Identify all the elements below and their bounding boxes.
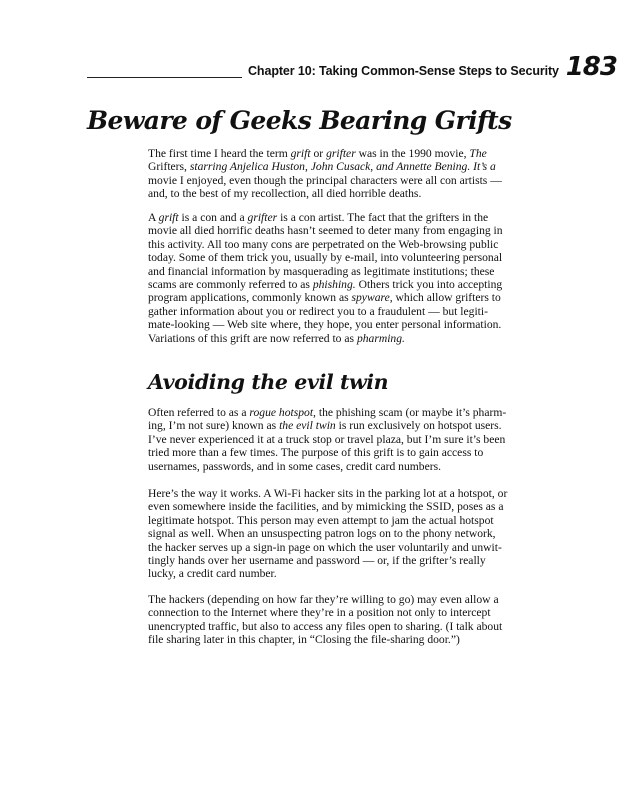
text-line	[148, 160, 558, 173]
section-heading: Beware of Geeks Bearing Grifts	[87, 106, 512, 135]
text-line	[148, 514, 558, 527]
text-run: scams are commonly referred to as	[148, 278, 313, 292]
text-run: even somewhere inside the facilities, and by mimicking the SSID, poses as a	[148, 500, 504, 514]
text-run: Grifters,	[148, 160, 187, 174]
text-line	[148, 224, 558, 237]
text-line	[148, 567, 558, 580]
text-line	[148, 606, 558, 619]
text-run: connection to the Internet where they’re in a position not only to intercept	[148, 606, 491, 620]
italic-run: grift	[290, 147, 311, 160]
text-line	[148, 620, 558, 633]
text-run: movie I enjoyed, even though the principal characters were all con artists —	[148, 173, 502, 187]
text-line	[148, 251, 558, 264]
text-line	[148, 265, 558, 278]
text-run: Often referred to as a	[148, 406, 250, 419]
text-run: is a con and a	[178, 211, 248, 224]
text-run: file sharing later in this chapter, in “Closing the file-sharing door.”)	[148, 633, 460, 647]
italic-run: the evil twin	[279, 419, 336, 433]
italic-run: grift	[158, 211, 179, 224]
text-line	[148, 541, 558, 554]
text-run: Others trick you into accepting	[355, 278, 503, 292]
text-line	[148, 332, 558, 345]
text-run: The hackers (depending on how far they’re willing to go) may even allow a	[148, 593, 499, 606]
paragraph	[148, 211, 558, 345]
text-line	[148, 291, 558, 304]
text-line	[148, 500, 558, 513]
text-run: usernames, passwords, and in some cases, credit card numbers.	[148, 459, 441, 473]
chapter-title: Chapter 10: Taking Common-Sense Steps to Security	[248, 64, 559, 78]
text-line	[148, 487, 558, 500]
page-number: 183	[565, 52, 617, 82]
text-run: program applications, commonly known as	[148, 291, 352, 305]
text-run: ing, I’m not sure) known as	[148, 419, 280, 433]
italic-run: pharming.	[356, 331, 405, 345]
paragraph	[148, 406, 558, 473]
text-line	[148, 446, 558, 459]
text-run: The first time I heard the term	[148, 147, 291, 160]
italic-run: grifter	[326, 147, 356, 160]
text-run: and, to the best of my recollection, all died horrible deaths.	[148, 187, 422, 201]
text-line	[148, 419, 558, 432]
text-run: movie all died horrific deaths hasn’t seemed to deter many from engaging in	[148, 224, 503, 238]
text-run: tingly hands over her username and password — or, if the grifter’s really	[148, 554, 486, 568]
paragraph	[148, 593, 558, 647]
text-line	[148, 305, 558, 318]
text-line	[148, 554, 558, 567]
italic-run: The	[469, 147, 487, 160]
text-line	[148, 187, 558, 200]
running-head-rule	[87, 77, 242, 78]
text-line	[148, 406, 558, 419]
text-run: Here’s the way it works. A Wi-Fi hacker sits in the parking lot at a hotspot, or	[148, 487, 508, 500]
text-run: is a con artist. The fact that the grifters in the	[277, 211, 489, 224]
italic-run: phishing.	[312, 278, 356, 292]
text-run: mate-looking — Web site where, they hope, you enter personal information.	[148, 318, 502, 332]
text-run: lucky, a credit card number.	[148, 567, 277, 581]
text-run: tried more than a few times. The purpose of this grift is to gain access to	[148, 446, 484, 460]
text-run: Variations of this grift are now referred to as	[148, 331, 357, 345]
text-run: legitimate hotspot. This person may even attempt to jam the actual hotspot	[148, 513, 494, 527]
text-run: I’ve never experienced it at a truck stop or travel plaza, but I’m sure it’s been	[148, 432, 506, 446]
text-line	[148, 460, 558, 473]
text-run: unencrypted traffic, but also to access any files open to sharing. (I talk about	[148, 619, 503, 633]
text-run: today. Some of them trick you, usually by e-mail, into volunteering personal	[148, 251, 503, 265]
italic-run: starring Anjelica Huston, John Cusack, and Annette Bening. It’s a	[186, 160, 496, 174]
text-line	[148, 278, 558, 291]
text-line	[148, 433, 558, 446]
paragraph	[148, 147, 558, 201]
italic-run: spyware,	[351, 291, 393, 305]
text-line	[148, 593, 558, 606]
italic-run: grifter	[247, 211, 278, 224]
text-run: and financial information by masquerading as legitimate institutions; these	[148, 264, 495, 278]
text-line	[148, 174, 558, 187]
text-line	[148, 147, 558, 160]
text-line	[148, 527, 558, 540]
text-line	[148, 238, 558, 251]
text-run: the phishing scam (or maybe it’s pharm-	[315, 406, 507, 419]
text-run: gather information about you or redirect you to a fraudulent — but legiti-	[148, 304, 488, 318]
subsection-heading: Avoiding the evil twin	[148, 370, 389, 394]
text-run: A	[148, 211, 159, 224]
text-line	[148, 211, 558, 224]
italic-run: rogue hotspot,	[249, 406, 316, 419]
running-head	[87, 52, 617, 89]
text-run: or	[310, 147, 327, 160]
text-run: is run exclusively on hotspot users.	[335, 419, 502, 433]
text-run: was in the 1990 movie,	[355, 147, 470, 160]
text-run: which allow grifters to	[392, 291, 501, 305]
text-line	[148, 318, 558, 331]
text-run: signal as well. When an unsuspecting patron logs on to the phony network,	[148, 527, 496, 541]
text-run: the hacker serves up a sign-in page on which the user voluntarily and unwit-	[148, 540, 502, 554]
text-line	[148, 633, 558, 646]
paragraph	[148, 487, 558, 581]
text-run: this activity. All too many cons are perpetrated on the Web-browsing public	[148, 237, 499, 251]
